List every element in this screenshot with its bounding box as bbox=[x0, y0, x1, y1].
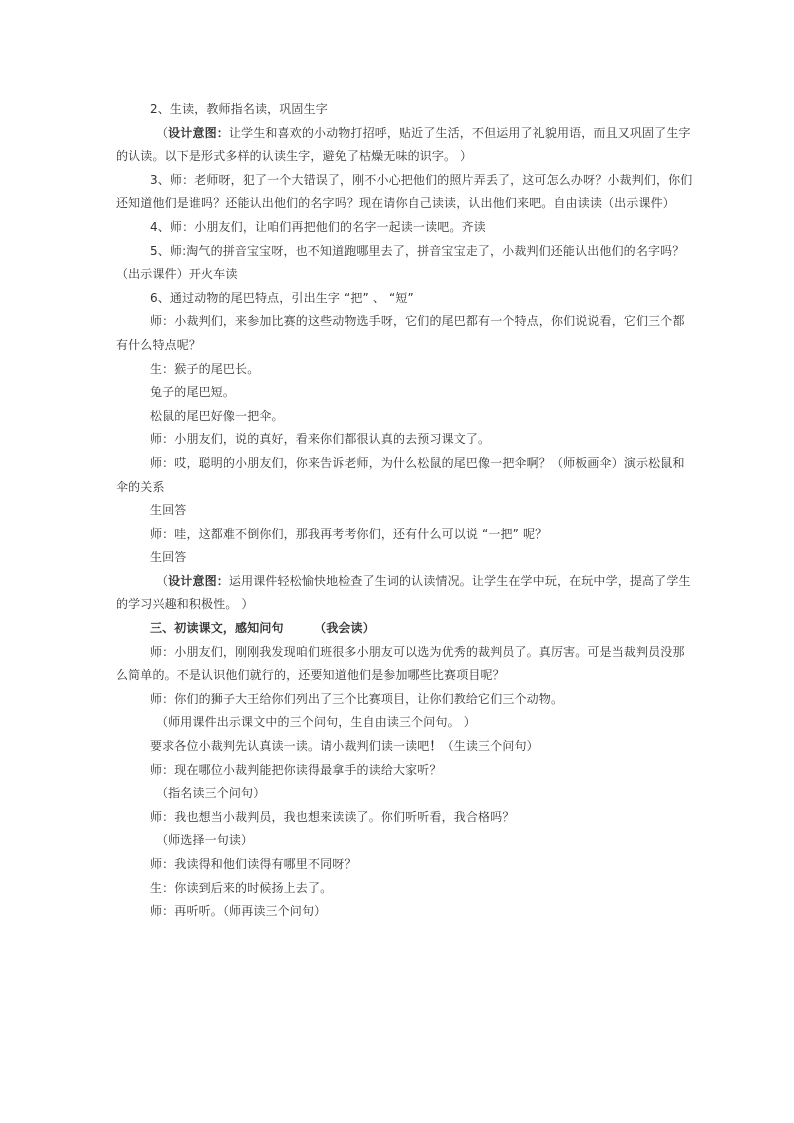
paragraph-text: 师：现在哪位小裁判能把你读得最拿手的读给大家听？ bbox=[150, 762, 442, 777]
paragraph-text: 6、通过动物的尾巴特点，引出生字 “把” 、 “短” bbox=[150, 290, 414, 305]
paragraph-text: 要求各位小裁判先认真读一读。请小裁判们读一读吧 bbox=[150, 739, 430, 754]
paragraph-text: 生回答 bbox=[150, 550, 187, 565]
paragraph-requirement bbox=[0, 735, 794, 759]
paragraph-teacher bbox=[0, 523, 794, 547]
paragraph-text: 师：再听听。（师再读三个问句） bbox=[150, 904, 327, 919]
paragraph-text: 师：小朋友们，说的真好，看来你们都很认真的去预习课文了。 bbox=[150, 432, 491, 447]
paragraph-instruction bbox=[0, 829, 794, 853]
section-heading bbox=[0, 617, 794, 641]
paragraph-teacher bbox=[0, 428, 794, 452]
paragraph-student bbox=[0, 877, 794, 901]
design-intent-note bbox=[0, 122, 794, 169]
section-title: 三、初读课文，感知问句 bbox=[150, 621, 284, 636]
paragraph-text: （师选择一句读） bbox=[156, 833, 254, 848]
document-page bbox=[0, 98, 794, 924]
paragraph-text: 师：哇，这都难不倒你们，那我再考考你们，还有什么可以说 “一把” 呢？ bbox=[150, 526, 548, 541]
paragraph-teacher bbox=[0, 310, 794, 357]
paragraph-teacher bbox=[0, 452, 794, 499]
paragraph-text: （师用课件出示课文中的三个问句，生自由读三个问句。 ） bbox=[156, 715, 476, 730]
paragraph-step-5 bbox=[0, 240, 794, 287]
paragraph-text: （指名读三个问句） bbox=[156, 786, 266, 801]
exclamation-mark: ！ bbox=[429, 739, 442, 754]
paragraph-teacher bbox=[0, 641, 794, 688]
note-open-paren: （ bbox=[156, 125, 169, 140]
paragraph-instruction bbox=[0, 711, 794, 735]
paragraph-text: 运用课件轻松愉快地检查了生词的认读情况。让学生在学中玩，在玩中学，提高了学生的学习兴趣和积极性。 ） bbox=[116, 573, 691, 612]
section-tag: （我会读） bbox=[320, 621, 375, 636]
design-intent-note bbox=[0, 570, 794, 617]
design-intent-label: 设计意图： bbox=[168, 573, 229, 588]
paragraph-suffix: （生读三个问句） bbox=[441, 739, 539, 754]
paragraph-text: 师：小裁判们，来参加比赛的这些动物选手呀，它们的尾巴都有一个特点，你们说说看，它们三个都有什么特点呢？ bbox=[116, 314, 685, 352]
design-intent-label: 设计意图： bbox=[168, 125, 229, 140]
paragraph-step-3 bbox=[0, 169, 794, 216]
paragraph-text: 师：小朋友们，刚刚我发现咱们班很多小朋友可以选为优秀的裁判员了。真厉害。可是当裁判员没那么简单的。不是认识他们就行的，还要知道他们是参加哪些比赛项目呢？ bbox=[116, 644, 685, 683]
paragraph-text: 让学生和喜欢的小动物打招呼，贴近了生活，不但运用了礼貌用语，而且又巩固了生字的认读。以下是形式多样的认读生字，避免了枯燥无味的识字。 ） bbox=[116, 125, 691, 164]
paragraph-text: 师：我也想当小裁判员，我也想来读读了。你们听听看，我合格吗？ bbox=[150, 809, 515, 824]
paragraph-student bbox=[0, 546, 794, 570]
paragraph-text: 师：我读得和他们读得有哪里不同呀？ bbox=[150, 857, 357, 871]
paragraph-student bbox=[0, 405, 794, 429]
paragraph-student bbox=[0, 381, 794, 405]
paragraph-text: 4、师：小朋友们，让咱们再把他们的名字一起读一读吧。齐读 bbox=[150, 219, 486, 234]
paragraph-text: 松鼠的尾巴好像一把伞。 bbox=[150, 408, 284, 423]
paragraph-text: 生：猴子的尾巴长。 bbox=[150, 361, 260, 376]
paragraph-teacher bbox=[0, 853, 794, 877]
paragraph-text: 兔子的尾巴短。 bbox=[150, 385, 236, 400]
paragraph-text: 生回答 bbox=[150, 503, 187, 518]
paragraph-teacher bbox=[0, 900, 794, 924]
paragraph-text: 生：你读到后来的时候扬上去了。 bbox=[150, 880, 333, 895]
heading-gap bbox=[284, 621, 320, 635]
paragraph-teacher bbox=[0, 759, 794, 783]
paragraph-text: 2、生读，教师指名读，巩固生字 bbox=[150, 102, 328, 116]
paragraph-student bbox=[0, 358, 794, 382]
paragraph-text: 3、师：老师呀，犯了一个大错误了，刚不小心把他们的照片弄丢了，这可怎么办呀？小裁判们，你们还知道他们是谁吗？还能认出他们的名字吗？现在请你自己读读，认出他们来吧。自由读读（出示课件） bbox=[116, 172, 693, 211]
paragraph-step-4 bbox=[0, 216, 794, 240]
paragraph-step-6 bbox=[0, 287, 794, 311]
paragraph-teacher bbox=[0, 806, 794, 830]
paragraph-text: 师：你们的狮子大王给你们列出了三个比赛项目，让你们教给它们三个动物。 bbox=[150, 691, 564, 706]
paragraph-instruction bbox=[0, 782, 794, 806]
paragraph-teacher bbox=[0, 688, 794, 712]
paragraph-student bbox=[0, 499, 794, 523]
paragraph-text: 5、师:淘气的拼音宝宝呀，也不知道跑哪里去了，拼音宝宝走了，小裁判们还能认出他们的名字吗？（出示课件）开火车读 bbox=[116, 243, 685, 282]
paragraph-step-2 bbox=[0, 98, 794, 122]
paragraph-text: 师：哎，聪明的小朋友们，你来告诉老师，为什么松鼠的尾巴像一把伞啊？（师板画伞）演示松鼠和伞的关系 bbox=[116, 455, 685, 494]
note-open-paren: （ bbox=[156, 573, 169, 588]
